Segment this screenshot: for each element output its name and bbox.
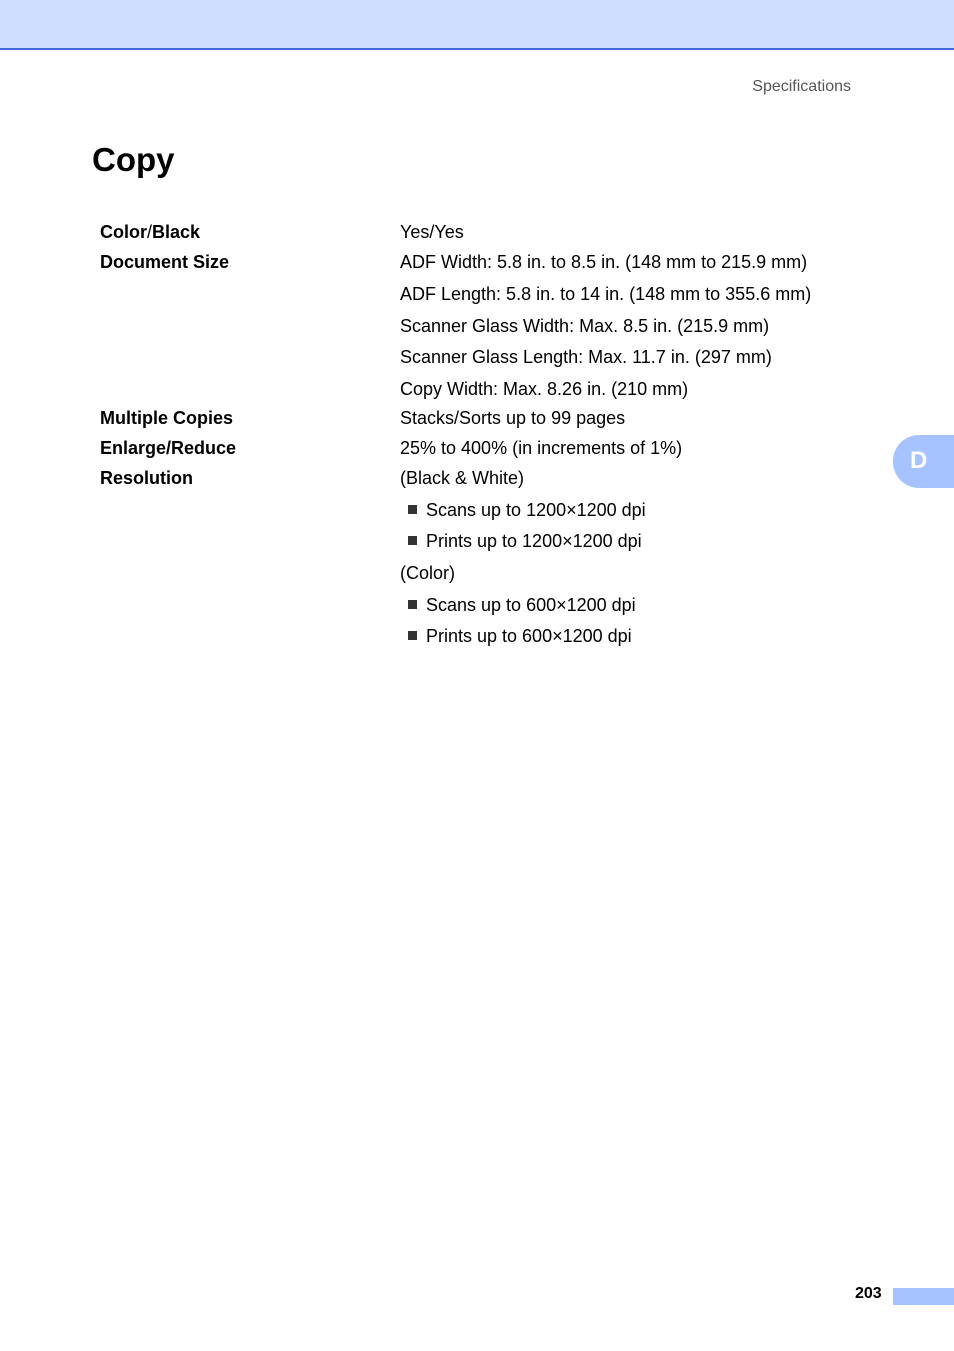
spec-label: Multiple Copies [100,408,234,428]
spec-label-separator: / [147,222,153,242]
square-bullet-icon [408,600,417,609]
header-band [0,0,954,50]
spec-label-part: Color [100,222,147,242]
resolution-bw-heading: (Black & White) [400,468,525,488]
spec-label [100,221,200,243]
spec-label: Resolution [100,468,193,488]
spec-value-line: Stacks/Sorts up to 99 pages [400,408,626,428]
list-item-text: Prints up to 600×1200 dpi [426,626,632,646]
square-bullet-icon [408,505,417,514]
spec-value-line: 25% to 400% (in increments of 1%) [400,438,683,458]
spec-value-line: ADF Length: 5.8 in. to 14 in. (148 mm to 355.6 mm) [400,284,812,304]
spec-value-line: Copy Width: Max. 8.26 in. (210 mm) [400,379,689,399]
spec-label-part: Black [152,222,201,242]
footer-bar [893,1288,954,1305]
square-bullet-icon [408,631,417,640]
square-bullet-icon [408,536,417,545]
chapter-tab-letter: D [910,447,928,474]
list-item-text: Scans up to 1200×1200 dpi [426,500,646,520]
list-item-text: Prints up to 1200×1200 dpi [426,531,642,551]
page-title: Copy [92,141,175,178]
list-item-text: Scans up to 600×1200 dpi [426,595,636,615]
chapter-tab [893,435,954,488]
page-number: 203 [855,1285,882,1302]
spec-value-line: Scanner Glass Length: Max. 11.7 in. (297 mm) [400,347,772,367]
spec-value-line: ADF Width: 5.8 in. to 8.5 in. (148 mm to 215.9 mm) [400,252,808,272]
running-header: Specifications [752,78,851,95]
spec-label: Enlarge/Reduce [100,438,237,458]
spec-value-line: Scanner Glass Width: Max. 8.5 in. (215.9 mm) [400,316,770,336]
resolution-color-heading: (Color) [400,563,456,583]
spec-label: Document Size [100,252,230,272]
spec-value-line: Yes/Yes [400,222,464,242]
